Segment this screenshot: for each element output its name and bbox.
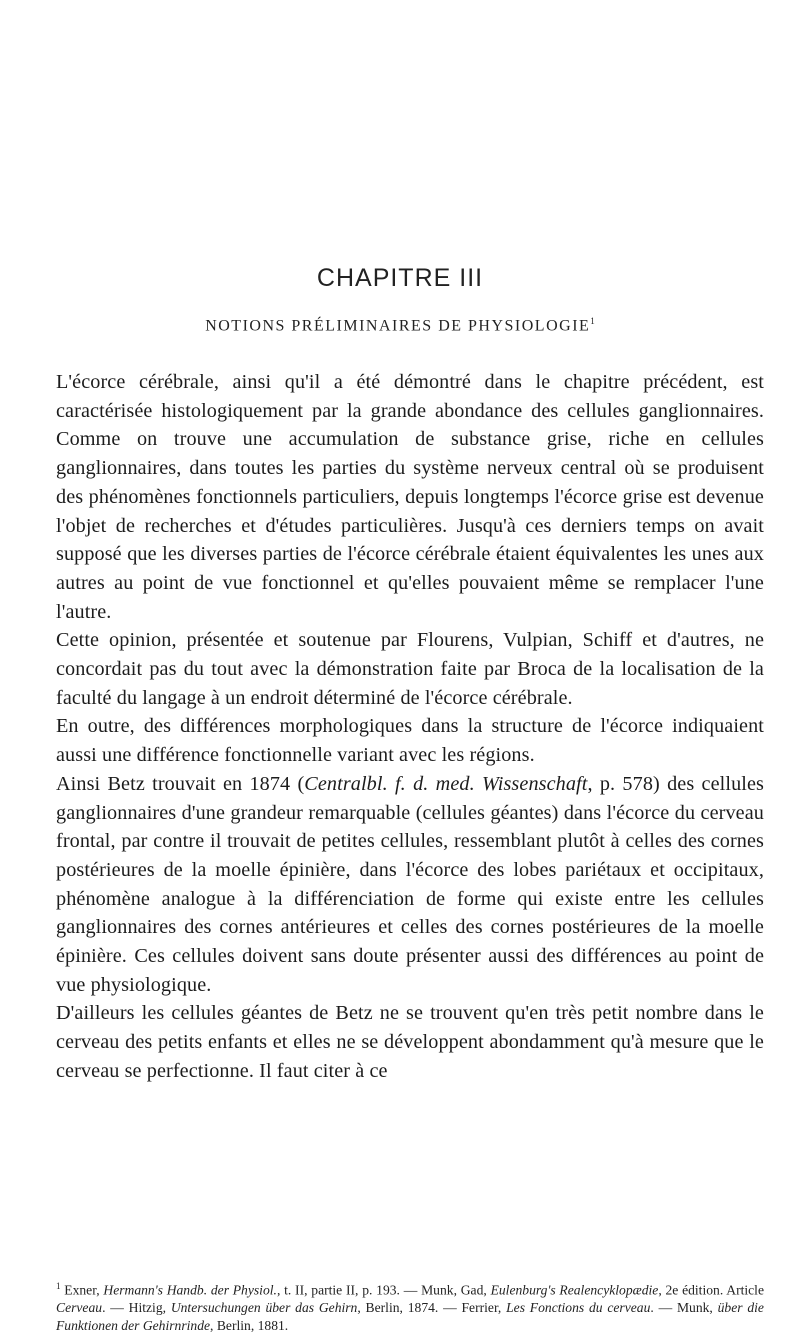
footnote-text: , t. II, partie II, p. 193. — Munk, Gad, <box>276 1282 491 1298</box>
footnote-number: 1 <box>56 1281 61 1291</box>
paragraph-5: D'ailleurs les cellules géantes de Betz ne se trouvent qu'en très petit nombre dans le cerveau des petits enfants et elles ne se développent abondamment qu'à mesure que le cerveau se perfectionne. Il faut citer à ce <box>56 1002 764 1082</box>
footnote <box>56 1278 764 1334</box>
journal-reference: Centralbl. f. d. med. Wissenschaft <box>304 772 588 795</box>
footnote-title: Les Fonctions du cerveau <box>506 1300 651 1316</box>
footnote-text: . — Munk, <box>650 1300 718 1316</box>
paragraph-1: L'écorce cérébrale, ainsi qu'il a été démontré dans le chapitre précédent, est caractérisée histologiquement par la grande abondance des cellules ganglionnaires. Comme on trouve une accumulation de substance grise, riche en cellules ganglionnaires, dans toutes les parties du système nerveux central où se produisent des phénomènes fonctionnels particuliers, depuis longtemps l'écorce grise est devenue l'objet de recherches et d'études particulières. Jusqu'à ces derniers temps on avait supposé que les diverses parties de l'écorce cérébrale étaient équivalentes les unes aux autres au point de vue fonctionnel et qu'elles pouvaient même se remplacer l'une l'autre. <box>56 371 764 623</box>
body-text <box>56 368 764 1086</box>
footnote-text: Exner, <box>64 1282 104 1298</box>
paragraph-4-rest: , p. 578) des cellules ganglionnaires d'une grandeur remarquable (cellules géantes) dans l'écorce du cerveau frontal, par contre il trouvait de petites cellules, ressemblant plutôt à celles des cornes postérieures de la moelle épinière, dans l'écorce des lobes pariétaux et occipitaux, phénomène analogue à la différenciation de forme qui existe entre les cellules ganglionnaires des cornes antérieures et celles des cornes postérieures de la moelle épinière. Ces cellules doivent sans doute présenter aussi des différences au point de vue physiologique. <box>56 772 764 996</box>
footnote-text: . — Hitzig, <box>102 1300 171 1316</box>
section-title <box>0 316 800 335</box>
section-title-text: NOTIONS PRÉLIMINAIRES DE PHYSIOLOGIE <box>205 317 591 335</box>
footnote-title: Untersuchungen über das Gehirn <box>170 1300 358 1316</box>
footnote-title: Hermann's Handb. der Physiol. <box>103 1282 277 1298</box>
footnote-text: , Berlin, 1874. — Ferrier, <box>357 1300 507 1316</box>
paragraph-3: En outre, des différences morphologiques dans la structure de l'écorce indiquaient aussi une différence fonctionnelle variant avec les régions. <box>56 715 764 767</box>
footnote-text: , Berlin, 1881. <box>210 1317 289 1333</box>
footnote-title: Eulenburg's Realencyklopædie <box>490 1282 659 1298</box>
paragraph-4 <box>56 770 764 1000</box>
footnote-marker: 1 <box>590 316 595 326</box>
footnote-text: , 2e édition. Article <box>658 1282 764 1298</box>
footnote-title: über die Funktionen der Gehirnrinde <box>56 1300 764 1333</box>
paragraph-4-start: Ainsi Betz trouvait en 1874 ( <box>56 772 305 795</box>
chapter-heading: CHAPITRE III <box>316 264 484 292</box>
footnote-title: Cerveau <box>56 1300 103 1316</box>
paragraph-2: Cette opinion, présentée et soutenue par Flourens, Vulpian, Schiff et d'autres, ne concordait pas du tout avec la démonstration faite par Broca de la localisation de la faculté du langage à un endroit déterminé de l'écorce cérébrale. <box>56 629 764 709</box>
